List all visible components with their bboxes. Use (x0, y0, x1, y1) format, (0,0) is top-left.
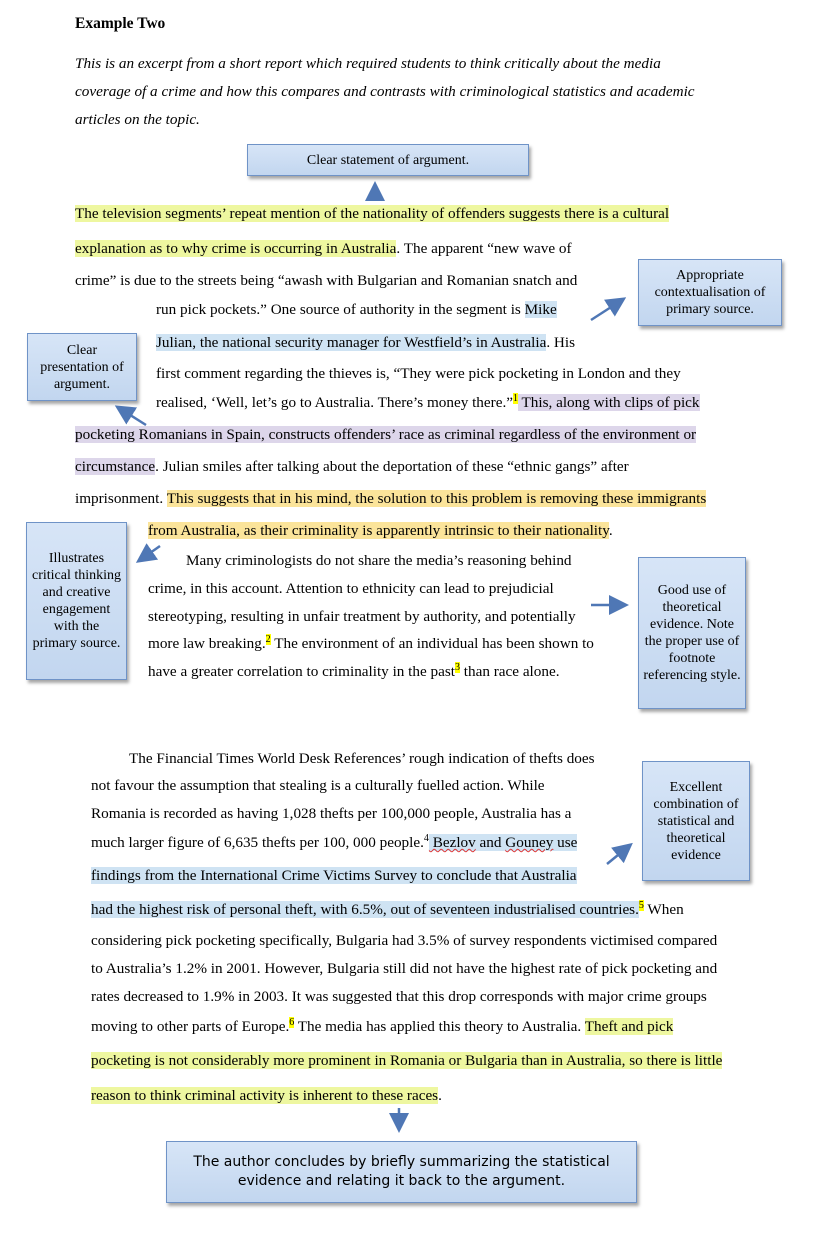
para1-line-3: crime” is due to the streets being “awash with Bulgarian and Romanian snatch and (75, 272, 578, 289)
text-segment: . The apparent “new wave of (396, 240, 572, 257)
para3-line-1: The Financial Times World Desk References’ rough indication of thefts does (129, 750, 595, 767)
highlight-critical-end: from Australia, as their criminality is apparently intrinsic to their nationality (148, 522, 609, 539)
para3-line-9: rates decreased to 1.9% in 2003. It was suggested that this drop corresponds with major crime groups (91, 988, 707, 1005)
highlight-presentation-cont: pocketing Romanians in Spain, constructs offenders’ race as criminal regardless of the environment or (75, 426, 697, 443)
page-heading: Example Two (75, 15, 166, 32)
annotation-text: Illustrates critical thinking and creative engagement with the primary source. (31, 551, 122, 651)
annotation-text: The author concludes by briefly summarizing the statistical evidence and relating it back to the argument. (193, 1154, 610, 1189)
highlight-presentation: This, along with clips of pick (517, 394, 700, 411)
text-segment: and (475, 834, 506, 851)
text-segment: . (438, 1087, 442, 1104)
para3-line-8: to Australia’s 1.2% in 2001. However, Bulgaria still did not have the highest rate of pick pocketing and (91, 960, 718, 977)
highlight-conclusion-cont: pocketing is not considerably more prominent in Romania or Bulgaria than in Australia, so there is little (91, 1052, 723, 1069)
para1-line-6: first comment regarding the thieves is, “They were pick pocketing in London and they (156, 365, 681, 382)
footnote-marker: 3 (455, 661, 460, 673)
text-segment: Bezlov (428, 834, 476, 851)
para2-line-2: crime, in this account. Attention to ethnicity can lead to prejudicial (148, 580, 554, 597)
intro-line-1: This is an excerpt from a short report which required students to think critically about the media (75, 55, 661, 72)
highlight-stat-cont: findings from the International Crime Victims Survey to conclude that Australia (91, 867, 577, 884)
annotation-text: Excellent combination of statistical and theoretical evidence (653, 779, 739, 863)
arrow-diagonal-up-left (119, 408, 146, 425)
highlight-conclusion: Theft and pick (584, 1018, 674, 1035)
annotation-text: Good use of theoretical evidence. Note the proper use of footnote referencing style. (643, 583, 741, 683)
footnote-marker: 4 (423, 832, 429, 844)
footnote-marker: 6 (289, 1016, 295, 1028)
text-segment: . (608, 522, 613, 539)
highlight-conclusion-end: reason to think criminal activity is inherent to these races (91, 1087, 439, 1104)
text-segment: have a greater correlation to criminality in the past (148, 663, 455, 680)
arrow-diagonal-up-right (607, 846, 629, 864)
text-segment: realised, ‘Well, let’s go to Australia. There’s money there.” (156, 394, 513, 411)
text-segment: more law breaking. (148, 635, 266, 652)
highlight-argument-end: explanation as to why crime is occurring in Australia (75, 240, 397, 257)
text-segment: . Julian smiles after talking about the deportation of these “ethnic gangs” after (155, 458, 629, 475)
annotation-text: Clear presentation of argument. (40, 342, 124, 392)
footnote-marker: 2 (265, 633, 271, 645)
para2-line-3: stereotyping, resulting in unfair treatment by authority, and potentially (148, 608, 576, 625)
text-segment: run pick pockets.” One source of authority in the segment is (156, 301, 525, 318)
text-segment: use (553, 834, 578, 851)
intro-line-2: coverage of a crime and how this compares and contrasts with criminological statistics and academic (75, 83, 695, 100)
para3-line-2: not favour the assumption that stealing is a culturally fuelled action. While (91, 777, 545, 794)
highlight-presentation-end: circumstance (75, 458, 156, 475)
text-segment: imprisonment. (75, 490, 167, 507)
annotation-text: Clear statement of argument. (306, 152, 470, 168)
text-segment: much larger figure of 6,635 thefts per 100, 000 people. (91, 834, 424, 851)
footnote-marker: 1 (512, 392, 518, 404)
text-segment: than race alone. (460, 663, 560, 680)
highlight-stat-end: had the highest risk of personal theft, with 6.5%, out of seventeen industrialised countries. (91, 901, 639, 918)
text-segment: When (643, 901, 684, 918)
text-segment: The environment of an individual has been shown to (270, 635, 594, 652)
highlight-source: Mike (524, 301, 557, 318)
highlight-argument: The television segments’ repeat mention of the nationality of offenders suggests there is a cultural (75, 205, 670, 222)
text-segment: Gouney (505, 834, 554, 851)
intro-line-3: articles on the topic. (75, 111, 200, 128)
para2-line-1: Many criminologists do not share the media’s reasoning behind (186, 552, 572, 569)
annotation-text: Appropriate contextualisation of primary source. (654, 268, 766, 317)
arrow-diagonal-left (140, 546, 160, 560)
text-segment: The media has applied this theory to Australia. (294, 1018, 585, 1035)
footnote-marker: 5 (638, 899, 644, 911)
para3-line-7: considering pick pocketing specifically, Bulgaria had 3.5% of survey respondents victimised compared (91, 932, 718, 949)
highlight-source-end: Julian, the national security manager for Westfield’s in Australia (156, 334, 547, 351)
highlight-critical: This suggests that in his mind, the solution to this problem is removing these immigrants (166, 490, 707, 507)
para3-line-3: Romania is recorded as having 1,028 thefts per 100,000 people, Australia has a (91, 805, 572, 822)
text-segment: moving to other parts of Europe. (91, 1018, 290, 1035)
arrow-diagonal-up (591, 300, 622, 320)
text-segment: . His (546, 334, 576, 351)
